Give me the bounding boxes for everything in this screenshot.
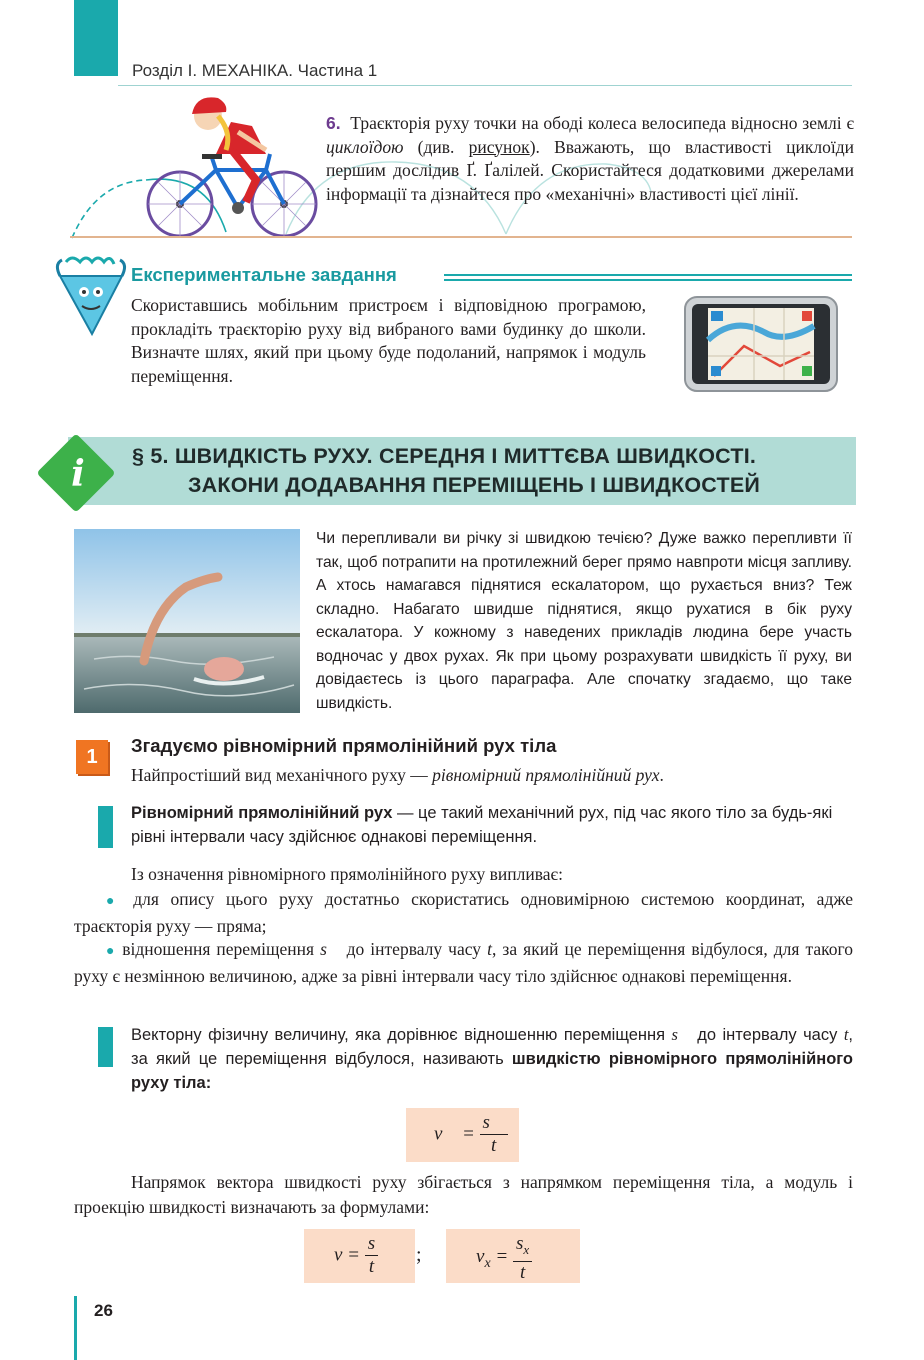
intro-text: Чи перепливали ви річку зі швидкою течією? Дуже важко перепливти її так, щоб потрапити на протилежний берег прямо навпроти місця запливу. А хтось намагався піднятися ескалатором, що рухається вниз? Теж складно. Набагато швидше піднятися, якщо рухатися в бік руху ескалатора. У кожному з наведених прикладів людина бере участь водночас у двох рухах. Як при цьому розрахувати швидкість її руху, ви довідаєтесь із цього параграфа. Але спочатку згадаємо, що таке швидкість. [316,530,852,712]
section-number-badge: 1 [76,740,108,774]
definition-text: Векторну фізичну величину, яка дорівнює відношенню переміщення [131,1026,672,1044]
formula-symbol-s: s [515,1233,524,1254]
symbol-t: t [487,939,492,959]
formula-lhs: v⃗ = [434,1123,475,1145]
formula-denominator: t [368,1256,375,1277]
task-6 [326,112,854,206]
formula-symbol-v: v [476,1245,485,1267]
definition-term: швидкістю рівномірного прямолінійного руху тіла: [131,1050,854,1092]
formula-numerator: s⃗ [480,1112,508,1135]
section-intro-term: рівномірний прямолінійний рух [432,765,660,785]
paragraph-title [132,442,760,500]
section-intro-text: . [659,765,664,785]
paragraph-title-line: ЗАКОНИ ДОДАВАННЯ ПЕРЕМІЩЕНЬ І ШВИДКОСТЕЙ [188,473,761,497]
symbol-s: s⃗ [671,1025,691,1044]
task-text: Траєкторія руху точки на ободі колеса велосипеда відносно землі є [350,113,854,133]
definition-text: до інтервалу часу [690,1026,844,1044]
speed-projection-formula [446,1229,580,1283]
formula-subscript: x [523,1241,530,1257]
bullet-text: , за який це переміщення відбулося, для такого руху є незмінною величиною, адже за рівні інтервали часу тіло здійснює однакові переміщення. [74,939,853,986]
direction-text: Напрямок вектора швидкості руху збігається з напрямком переміщення тіла, а модуль і проекцію швидкості визначають за формулами: [74,1172,853,1217]
task-term: циклоїдою [326,136,404,157]
title-rule [444,279,852,281]
section-intro [131,763,853,787]
bullet-text: відношення переміщення [122,939,321,959]
follows-text: Із означення рівномірного прямолінійного руху випливає: [131,864,563,884]
symbol-t: t [843,1025,849,1044]
formula-denominator: t [519,1261,526,1283]
experiment-mascot-icon [52,254,128,338]
formula-lhs [476,1245,509,1271]
info-icon: i [71,453,85,495]
task-number: 6. [326,113,341,133]
ground-line [70,236,852,238]
experiment-title: Експериментальне завдання [131,264,397,285]
definition-text: — це такий механічний рух, під час якого тіло за будь-які рівні інтервали часу здійснює однакові переміщення. [131,804,833,846]
definition-velocity [131,1023,853,1095]
formula-lhs: v = [334,1244,361,1266]
definition-marker [98,806,113,848]
definition-text: , за який це переміщення відбулося, називають [131,1026,853,1068]
formula-separator: ; [416,1244,422,1266]
paragraph-title-line: § 5. ШВИДКІСТЬ РУХУ. СЕРЕДНЯ І МИТТЄВА ШВИДКОСТІ. [132,444,757,468]
bullet-item-2 [74,937,853,989]
formula-numerator: s [365,1233,378,1256]
definition-term: Рівномірний прямолінійний рух [131,804,393,822]
bullet-icon: ● [106,894,122,909]
velocity-vector-formula [406,1108,519,1162]
speed-modulus-formula [304,1229,415,1283]
experiment-text: Скориставшись мобільним пристроєм і відповідною програмою, прокладіть траєкторію руху від вибраного вами будинку до школи. Визначте шлях, який при цьому буде подоланий, напрямок і модуль переміщення. [131,295,646,386]
bullet-text: до інтервалу часу [340,939,488,959]
formula-fraction [480,1112,508,1157]
section-title: Згадуємо рівномірний прямолінійний рух тіла [131,735,557,756]
figure-link[interactable]: рисунок [468,136,530,157]
page-marker [74,1296,77,1360]
formula-fraction [365,1233,378,1278]
header-color-block [74,0,118,76]
title-rule [444,274,852,276]
formula-subscript: x [484,1255,491,1271]
definition-marker [98,1027,113,1067]
symbol-s: s⃗ [320,939,341,959]
bullet-item-1 [74,887,853,939]
task-text: (див. [403,136,469,157]
formula-numerator [513,1233,532,1262]
formula-fraction [513,1233,532,1284]
bullet-icon: ● [106,944,117,959]
section-intro-text: Найпростіший вид механічного руху — [131,765,433,785]
header-divider [118,85,852,86]
formula-denominator: t [491,1135,497,1156]
chapter-header: Розділ I. МЕХАНІКА. Частина 1 [132,61,378,80]
task-text: ). Вважають, що властивості циклоїди першим дослідив Ґ. Ґалілей. Скористайтеся додатковими джерелами інформації та дізнайтеся про «механічні» властивості цієї лінії. [326,136,854,204]
page-number: 26 [94,1301,113,1320]
swimmer-photo [74,529,300,713]
formula-equals: = [495,1245,509,1267]
definition-uniform-motion [131,801,853,849]
smartphone-map-image [684,296,838,392]
bullet-text: для опису цього руху достатньо скористатись одновимірною системою координат, адже траєкторія руху — пряма; [74,889,853,936]
